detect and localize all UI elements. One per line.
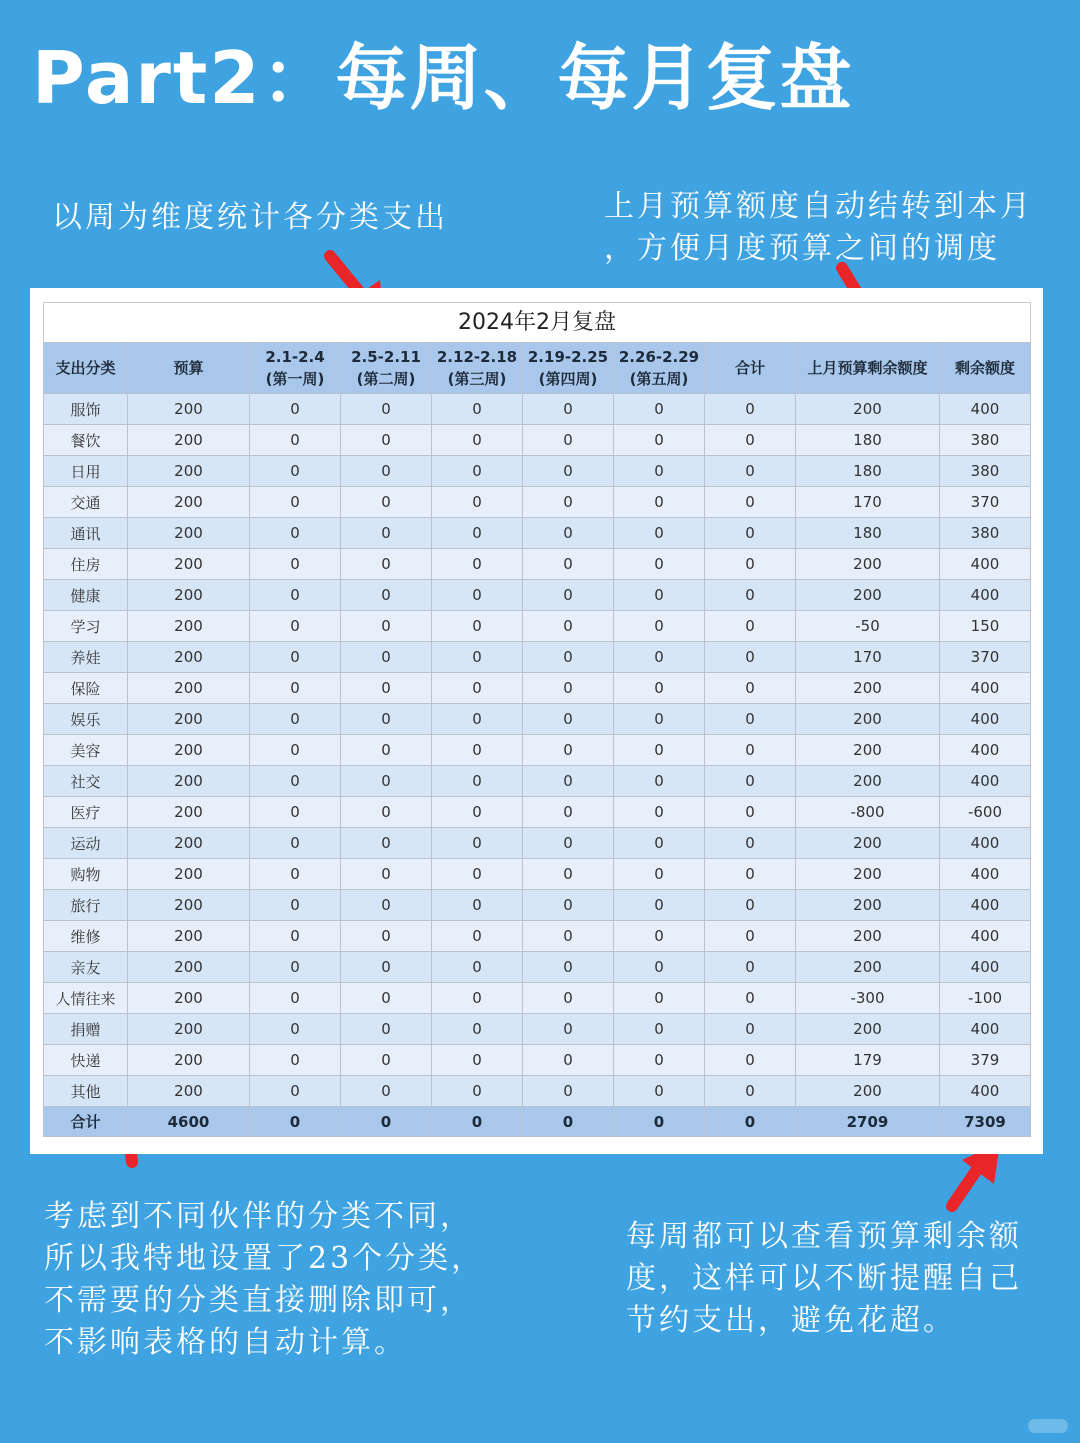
value-cell: 0 [523,642,614,673]
page-title: Part2：每周、每月复盘 [32,36,854,120]
table-row [44,456,1031,487]
value-cell: 0 [705,518,796,549]
value-cell: 400 [940,859,1031,890]
value-cell: 0 [523,797,614,828]
value-cell: 200 [128,859,250,890]
value-cell: 0 [705,1076,796,1107]
value-cell: 0 [614,456,705,487]
value-cell: 0 [705,456,796,487]
value-cell: 400 [940,921,1031,952]
value-cell: 200 [128,456,250,487]
category-cell: 住房 [44,549,128,580]
value-cell: 400 [940,549,1031,580]
value-cell: 0 [523,1076,614,1107]
value-cell: 400 [940,580,1031,611]
budget-table [43,342,1031,1137]
value-cell: 0 [432,766,523,797]
value-cell: 0 [614,394,705,425]
value-cell: 200 [796,890,940,921]
value-cell: 400 [940,735,1031,766]
value-cell: 0 [250,921,341,952]
category-cell: 餐饮 [44,425,128,456]
value-cell: 0 [705,828,796,859]
value-cell: 0 [432,425,523,456]
value-cell: 0 [432,952,523,983]
table-row [44,611,1031,642]
value-cell: 0 [250,890,341,921]
value-cell: 200 [128,518,250,549]
value-cell: 200 [796,952,940,983]
header-week-3: 2.12-2.18 (第三周) [432,343,523,394]
table-row [44,766,1031,797]
value-cell: 0 [705,797,796,828]
value-cell: 0 [250,828,341,859]
value-cell: 0 [341,456,432,487]
note-line: ，方便月度预算之间的调度 [604,231,1000,266]
value-cell: 0 [250,487,341,518]
note-top-right [604,186,1033,270]
value-cell: 0 [614,766,705,797]
value-cell: 200 [128,425,250,456]
value-cell: 0 [432,1014,523,1045]
total-value-cell: 0 [523,1107,614,1137]
value-cell: 400 [940,1014,1031,1045]
value-cell: 200 [128,1014,250,1045]
value-cell: -600 [940,797,1031,828]
category-cell: 旅行 [44,890,128,921]
total-row [44,1107,1031,1137]
value-cell: 0 [432,611,523,642]
note-line: 度，这样可以不断提醒自己 [626,1261,1022,1296]
value-cell: 0 [341,487,432,518]
table-row [44,859,1031,890]
value-cell: 0 [614,518,705,549]
header-total: 合计 [705,343,796,394]
value-cell: 200 [128,580,250,611]
value-cell: 0 [614,642,705,673]
value-cell: 400 [940,1076,1031,1107]
value-cell: 0 [705,735,796,766]
category-cell: 维修 [44,921,128,952]
value-cell: 0 [705,859,796,890]
value-cell: 0 [432,642,523,673]
value-cell: 0 [250,735,341,766]
value-cell: 0 [614,735,705,766]
watermark-badge [1028,1419,1068,1433]
value-cell: 0 [614,611,705,642]
category-cell: 娱乐 [44,704,128,735]
category-cell: 保险 [44,673,128,704]
value-cell: 200 [128,797,250,828]
header-row [44,343,1031,394]
value-cell: 0 [432,487,523,518]
value-cell: 0 [341,735,432,766]
value-cell: 0 [341,549,432,580]
note-line: 节约支出，避免花超。 [626,1303,956,1338]
value-cell: 0 [523,549,614,580]
value-cell: 200 [128,487,250,518]
value-cell: 0 [705,642,796,673]
value-cell: 0 [432,890,523,921]
value-cell: 370 [940,487,1031,518]
value-cell: 0 [614,859,705,890]
value-cell: 0 [250,642,341,673]
value-cell: 0 [523,1045,614,1076]
table-row [44,487,1031,518]
value-cell: 0 [250,673,341,704]
value-cell: 0 [705,487,796,518]
value-cell: 0 [250,549,341,580]
value-cell: 0 [250,1014,341,1045]
value-cell: 0 [432,518,523,549]
value-cell: 0 [341,518,432,549]
value-cell: 180 [796,518,940,549]
note-line: 考虑到不同伙伴的分类不同， [44,1199,473,1234]
value-cell: 0 [341,704,432,735]
value-cell: 0 [523,611,614,642]
value-cell: 170 [796,487,940,518]
value-cell: 0 [614,890,705,921]
value-cell: 200 [796,549,940,580]
value-cell: 0 [250,859,341,890]
category-cell: 学习 [44,611,128,642]
value-cell: 200 [128,704,250,735]
value-cell: 0 [341,1045,432,1076]
value-cell: 0 [614,797,705,828]
category-cell: 运动 [44,828,128,859]
value-cell: 0 [523,983,614,1014]
value-cell: 0 [523,890,614,921]
table-row [44,1014,1031,1045]
value-cell: 0 [523,580,614,611]
value-cell: 0 [341,828,432,859]
value-cell: 0 [432,1076,523,1107]
value-cell: 0 [705,580,796,611]
value-cell: 0 [614,921,705,952]
value-cell: 0 [523,921,614,952]
total-value-cell: 0 [705,1107,796,1137]
value-cell: 200 [128,642,250,673]
total-value-cell: 0 [341,1107,432,1137]
table-row [44,642,1031,673]
value-cell: 0 [250,766,341,797]
value-cell: 0 [341,766,432,797]
value-cell: 200 [796,859,940,890]
value-cell: 379 [940,1045,1031,1076]
value-cell: 200 [128,673,250,704]
value-cell: 0 [250,580,341,611]
table-row [44,1076,1031,1107]
value-cell: 200 [128,394,250,425]
value-cell: 0 [523,518,614,549]
value-cell: 0 [523,456,614,487]
value-cell: 0 [705,394,796,425]
value-cell: 0 [432,673,523,704]
value-cell: 0 [705,611,796,642]
value-cell: 0 [614,1076,705,1107]
value-cell: 200 [128,828,250,859]
value-cell: 0 [250,1045,341,1076]
value-cell: 0 [432,797,523,828]
value-cell: 0 [614,425,705,456]
value-cell: 0 [432,859,523,890]
value-cell: 0 [614,704,705,735]
total-value-cell: 2709 [796,1107,940,1137]
value-cell: 0 [523,425,614,456]
value-cell: 0 [705,921,796,952]
note-line: 以周为维度统计各分类支出 [52,200,448,235]
value-cell: 0 [705,1014,796,1045]
value-cell: 200 [128,549,250,580]
value-cell: -100 [940,983,1031,1014]
value-cell: 200 [796,580,940,611]
value-cell: 0 [705,983,796,1014]
value-cell: 0 [523,394,614,425]
category-cell: 养娃 [44,642,128,673]
value-cell: 0 [432,1045,523,1076]
value-cell: 179 [796,1045,940,1076]
value-cell: -800 [796,797,940,828]
value-cell: 0 [614,549,705,580]
table-title: 2024年2月复盘 [43,302,1031,343]
note-line: 不需要的分类直接删除即可， [44,1283,473,1318]
category-cell: 亲友 [44,952,128,983]
table-row [44,952,1031,983]
category-cell: 服饰 [44,394,128,425]
value-cell: 200 [796,704,940,735]
value-cell: 0 [523,766,614,797]
value-cell: 0 [250,611,341,642]
value-cell: 0 [250,704,341,735]
note-top-left [52,197,448,239]
value-cell: 0 [523,828,614,859]
value-cell: 0 [341,1076,432,1107]
value-cell: 200 [128,890,250,921]
value-cell: 0 [341,797,432,828]
value-cell: 200 [128,1076,250,1107]
category-cell: 人情往来 [44,983,128,1014]
value-cell: 200 [128,921,250,952]
note-bottom-right [626,1216,1022,1342]
value-cell: 400 [940,673,1031,704]
value-cell: 180 [796,456,940,487]
category-cell: 社交 [44,766,128,797]
value-cell: 0 [432,921,523,952]
value-cell: 0 [341,580,432,611]
category-cell: 医疗 [44,797,128,828]
total-label-cell: 合计 [44,1107,128,1137]
value-cell: 0 [250,983,341,1014]
value-cell: 0 [432,580,523,611]
value-cell: 0 [341,890,432,921]
category-cell: 购物 [44,859,128,890]
value-cell: 200 [128,611,250,642]
value-cell: 0 [614,952,705,983]
value-cell: 200 [796,735,940,766]
total-value-cell: 0 [250,1107,341,1137]
value-cell: 0 [432,394,523,425]
value-cell: 0 [523,735,614,766]
value-cell: 0 [432,828,523,859]
value-cell: 200 [796,1076,940,1107]
value-cell: 400 [940,704,1031,735]
header-week-1: 2.1-2.4 (第一周) [250,343,341,394]
value-cell: 0 [705,549,796,580]
value-cell: 200 [128,952,250,983]
value-cell: 0 [250,797,341,828]
value-cell: 170 [796,642,940,673]
value-cell: 0 [250,394,341,425]
value-cell: 370 [940,642,1031,673]
value-cell: 380 [940,518,1031,549]
value-cell: 0 [250,1076,341,1107]
note-line: 每周都可以查看预算剩余额 [626,1219,1022,1254]
value-cell: 0 [341,394,432,425]
header-category: 支出分类 [44,343,128,394]
value-cell: 0 [523,952,614,983]
value-cell: 0 [432,704,523,735]
value-cell: 0 [614,1014,705,1045]
value-cell: 0 [705,766,796,797]
value-cell: 200 [128,983,250,1014]
value-cell: 0 [523,487,614,518]
header-last-month-remaining: 上月预算剩余额度 [796,343,940,394]
note-line: 不影响表格的自动计算。 [44,1325,407,1360]
value-cell: 0 [705,1045,796,1076]
value-cell: 0 [705,890,796,921]
value-cell: 0 [341,859,432,890]
value-cell: 380 [940,425,1031,456]
value-cell: 200 [796,766,940,797]
value-cell: 0 [341,425,432,456]
value-cell: -50 [796,611,940,642]
value-cell: 0 [341,673,432,704]
value-cell: 150 [940,611,1031,642]
value-cell: 0 [523,673,614,704]
value-cell: 0 [341,983,432,1014]
table-row [44,890,1031,921]
spreadsheet [30,288,1043,1154]
header-remaining: 剩余额度 [940,343,1031,394]
value-cell: 200 [128,1045,250,1076]
value-cell: 200 [796,673,940,704]
value-cell: 200 [796,1014,940,1045]
value-cell: 200 [796,921,940,952]
value-cell: 400 [940,828,1031,859]
table-row [44,394,1031,425]
header-week-2: 2.5-2.11 (第二周) [341,343,432,394]
table-row [44,549,1031,580]
table-row [44,828,1031,859]
header-week-5: 2.26-2.29 (第五周) [614,343,705,394]
value-cell: 400 [940,766,1031,797]
value-cell: 0 [523,1014,614,1045]
value-cell: 0 [250,456,341,487]
value-cell: 400 [940,890,1031,921]
note-line: 上月预算额度自动结转到本月 [604,189,1033,224]
value-cell: 0 [614,828,705,859]
table-row [44,735,1031,766]
value-cell: 0 [432,549,523,580]
value-cell: 400 [940,952,1031,983]
note-line: 所以我特地设置了23个分类， [44,1241,485,1276]
value-cell: 0 [341,1014,432,1045]
value-cell: 180 [796,425,940,456]
header-budget: 预算 [128,343,250,394]
value-cell: 0 [705,704,796,735]
value-cell: 0 [250,425,341,456]
value-cell: 0 [432,735,523,766]
category-cell: 健康 [44,580,128,611]
table-row [44,983,1031,1014]
value-cell: 0 [432,456,523,487]
value-cell: 0 [705,952,796,983]
category-cell: 通讯 [44,518,128,549]
total-value-cell: 4600 [128,1107,250,1137]
table-row [44,1045,1031,1076]
value-cell: 0 [432,983,523,1014]
value-cell: 0 [341,952,432,983]
value-cell: 200 [128,735,250,766]
value-cell: -300 [796,983,940,1014]
table-row [44,797,1031,828]
total-value-cell: 0 [614,1107,705,1137]
table-row [44,425,1031,456]
table-row [44,921,1031,952]
total-value-cell: 0 [432,1107,523,1137]
value-cell: 0 [250,952,341,983]
table-row [44,673,1031,704]
value-cell: 200 [796,828,940,859]
value-cell: 0 [250,518,341,549]
value-cell: 0 [614,1045,705,1076]
value-cell: 0 [523,859,614,890]
value-cell: 0 [614,983,705,1014]
table-row [44,580,1031,611]
note-bottom-left [44,1196,484,1364]
value-cell: 0 [341,921,432,952]
value-cell: 380 [940,456,1031,487]
category-cell: 其他 [44,1076,128,1107]
value-cell: 0 [523,704,614,735]
value-cell: 0 [341,642,432,673]
total-value-cell: 7309 [940,1107,1031,1137]
value-cell: 0 [705,425,796,456]
category-cell: 交通 [44,487,128,518]
value-cell: 200 [128,766,250,797]
value-cell: 0 [614,580,705,611]
value-cell: 200 [796,394,940,425]
value-cell: 0 [341,611,432,642]
category-cell: 日用 [44,456,128,487]
value-cell: 400 [940,394,1031,425]
value-cell: 0 [614,487,705,518]
table-row [44,704,1031,735]
category-cell: 捐赠 [44,1014,128,1045]
value-cell: 0 [614,673,705,704]
category-cell: 快递 [44,1045,128,1076]
table-row [44,518,1031,549]
value-cell: 0 [705,673,796,704]
header-week-4: 2.19-2.25 (第四周) [523,343,614,394]
category-cell: 美容 [44,735,128,766]
